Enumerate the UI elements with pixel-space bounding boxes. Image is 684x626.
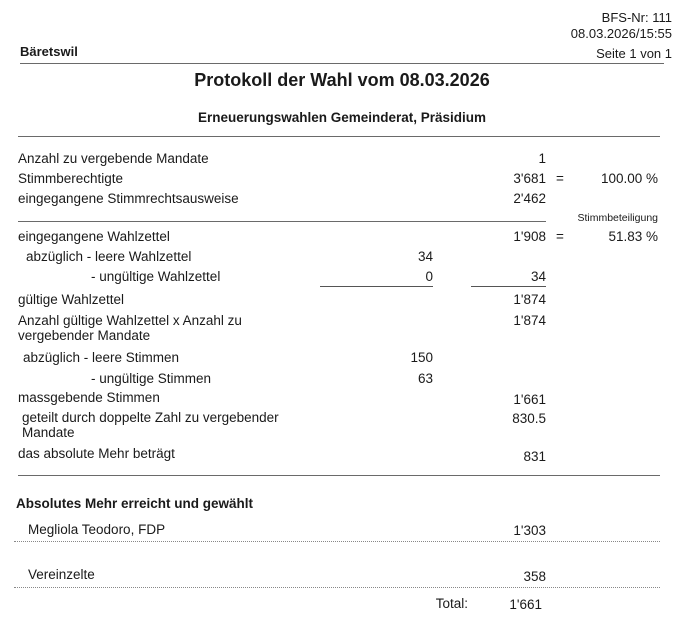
row-sub-invalid-votes: 63 bbox=[417, 371, 433, 386]
section-divider bbox=[18, 221, 546, 222]
page-indicator: Seite 1 von 1 bbox=[596, 46, 672, 61]
row-eq-eligible: = bbox=[556, 171, 564, 186]
page-title: Protokoll der Wahl vom 08.03.2026 bbox=[194, 70, 490, 90]
row-value-ballots-received: 1'908 bbox=[513, 229, 546, 244]
municipality-name: Bäretswil bbox=[20, 44, 78, 59]
row-value-mandates: 1 bbox=[538, 151, 546, 166]
row-label-decisive-votes: massgebende Stimmen bbox=[18, 390, 160, 405]
row-pct-eligible: 100.00 % bbox=[600, 171, 658, 186]
results-heading: Absolutes Mehr erreicht und gewählt bbox=[16, 496, 254, 511]
row-label-valid-times-mandates: Anzahl gültige Wahlzettel x Anzahl zu bbox=[18, 313, 242, 328]
row-label-invalid-votes: - ungültige Stimmen bbox=[91, 371, 212, 386]
header-divider bbox=[20, 63, 664, 64]
title-divider bbox=[18, 136, 660, 137]
dotted-separator bbox=[14, 541, 660, 542]
row-eq-turnout: = bbox=[556, 229, 564, 244]
row-value-valid-times-mandates: 1'874 bbox=[513, 313, 546, 328]
row-value-ballot-cards: 2'462 bbox=[513, 191, 546, 206]
subtotal-underline bbox=[320, 286, 433, 287]
row-label-empty-votes: abzüglich - leere Stimmen bbox=[23, 350, 180, 365]
row-label-ballot-cards: eingegangene Stimmrechtsausweise bbox=[18, 191, 239, 206]
row-label-divided-cont: Mandate bbox=[22, 425, 75, 440]
row-value-valid-ballots: 1'874 bbox=[513, 292, 546, 307]
row-value-decisive-votes: 1'661 bbox=[513, 392, 546, 407]
row-label-valid-ballots: gültige Wahlzettel bbox=[18, 292, 125, 307]
dotted-separator bbox=[14, 587, 660, 588]
results-divider bbox=[18, 475, 660, 476]
total-value: 1'661 bbox=[509, 597, 542, 612]
row-label-valid-times-mandates-cont: vergebender Mandate bbox=[18, 328, 151, 343]
page-subtitle: Erneuerungswahlen Gemeinderat, Präsidium bbox=[197, 110, 487, 125]
print-datetime: 08.03.2026/15:55 bbox=[570, 26, 672, 41]
turnout-caption: Stimmbeteiligung bbox=[577, 212, 658, 224]
row-label-eligible: Stimmberechtigte bbox=[18, 171, 124, 186]
row-value-deducted-ballots: 34 bbox=[530, 269, 546, 284]
row-pct-turnout: 51.83 % bbox=[608, 229, 658, 244]
subtotal-underline bbox=[471, 286, 546, 287]
scattered-label: Vereinzelte bbox=[28, 567, 95, 582]
row-value-eligible: 3'681 bbox=[513, 171, 546, 186]
scattered-votes: 358 bbox=[523, 569, 546, 584]
row-sub-empty-votes: 150 bbox=[410, 350, 433, 365]
candidate-votes: 1'303 bbox=[513, 523, 546, 538]
row-value-divided: 830.5 bbox=[512, 411, 546, 426]
bfs-number: BFS-Nr: 111 bbox=[601, 10, 672, 25]
row-sub-empty-ballots: 34 bbox=[417, 249, 433, 264]
row-sub-invalid-ballots: 0 bbox=[425, 269, 433, 284]
row-label-absolute-majority: das absolute Mehr beträgt bbox=[18, 446, 175, 461]
total-label: Total: bbox=[435, 596, 468, 611]
candidate-name: Megliola Teodoro, FDP bbox=[28, 522, 166, 537]
row-label-invalid-ballots: - ungültige Wahlzettel bbox=[91, 269, 221, 284]
row-label-ballots-received: eingegangene Wahlzettel bbox=[18, 229, 170, 244]
row-label-divided: geteilt durch doppelte Zahl zu vergebender bbox=[22, 410, 279, 425]
row-value-absolute-majority: 831 bbox=[523, 449, 546, 464]
row-label-mandates: Anzahl zu vergebende Mandate bbox=[18, 151, 209, 166]
row-label-empty-ballots: abzüglich - leere Wahlzettel bbox=[26, 249, 192, 264]
